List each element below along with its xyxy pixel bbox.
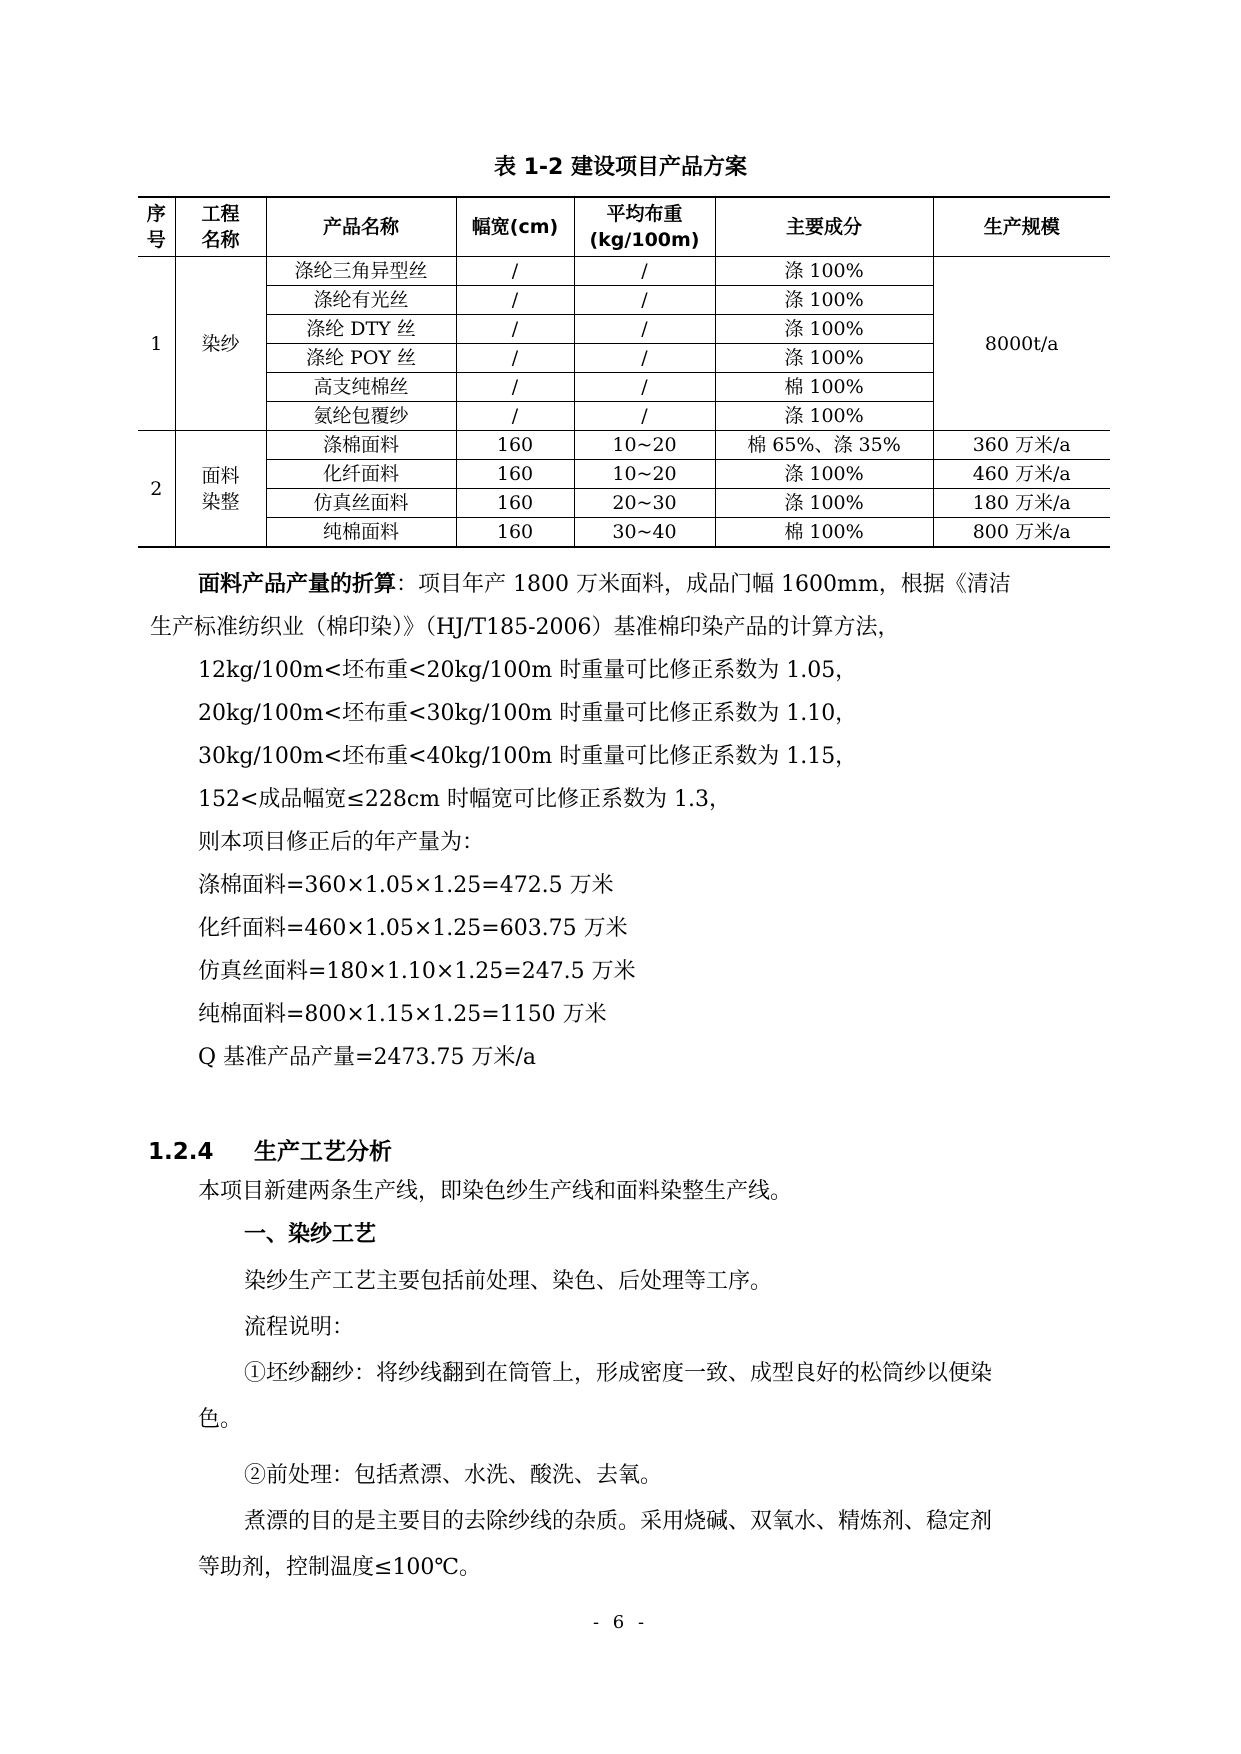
calc-paragraph-line2: 生产标准纺织业（棉印染）》（HJ/T185-2006）基准棉印染产品的计算方法， [150, 615, 900, 640]
table-row [138, 460, 1110, 489]
cell-width: / [456, 286, 574, 315]
paragraph-line: 等助剂，控制温度≤100℃。 [198, 1555, 482, 1580]
cell-weight: 30~40 [574, 518, 715, 548]
cell-scale: 360 万米/a [933, 431, 1110, 460]
paragraph-line: 煮漂的目的是主要目的去除纱线的杂质。采用烧碱、双氧水、精炼剂、稳定剂 [244, 1509, 993, 1534]
cell-weight: / [574, 344, 715, 373]
cell-project: 面料 染整 [175, 431, 266, 548]
table-row [138, 489, 1110, 518]
cell-product: 涤纶 DTY 丝 [266, 315, 456, 344]
header-composition: 主要成分 [715, 197, 933, 257]
cell-composition: 涤 100% [715, 257, 933, 286]
cell-composition: 涤 100% [715, 315, 933, 344]
cell-weight: 10~20 [574, 460, 715, 489]
cell-composition: 棉 100% [715, 518, 933, 548]
cell-product: 涤纶 POY 丝 [266, 344, 456, 373]
cell-scale: 8000t/a [933, 257, 1110, 431]
cell-weight: / [574, 402, 715, 431]
cell-width: 160 [456, 460, 574, 489]
calc-title: 面料产品产量的折算 [198, 572, 397, 597]
table-row [138, 257, 1110, 286]
cell-seq: 1 [138, 257, 175, 431]
table-row [138, 518, 1110, 548]
calc-line: 纯棉面料=800×1.15×1.25=1150 万米 [198, 1002, 607, 1027]
product-table [138, 196, 1110, 548]
header-width: 幅宽(cm) [456, 197, 574, 257]
paragraph: 染纱生产工艺主要包括前处理、染色、后处理等工序。 [244, 1269, 773, 1294]
group-dyed-yarn [138, 257, 1110, 431]
table-caption: 表 1-2 建设项目产品方案 [493, 155, 748, 180]
cell-width: / [456, 315, 574, 344]
cell-seq: 2 [138, 431, 175, 548]
cell-product: 涤纶三角异型丝 [266, 257, 456, 286]
cell-composition: 涤 100% [715, 460, 933, 489]
cell-width: / [456, 373, 574, 402]
calc-line: 30kg/100m<坯布重<40kg/100m 时重量可比修正系数为 1.15， [198, 744, 858, 769]
cell-composition: 涤 100% [715, 286, 933, 315]
sub-heading: 一、染纱工艺 [244, 1222, 377, 1247]
cell-weight: / [574, 257, 715, 286]
calc-line: 12kg/100m<坯布重<20kg/100m 时重量可比修正系数为 1.05， [198, 658, 858, 683]
cell-width: / [456, 344, 574, 373]
cell-scale: 180 万米/a [933, 489, 1110, 518]
cell-weight: 10~20 [574, 431, 715, 460]
cell-width: / [456, 402, 574, 431]
cell-product: 涤纶有光丝 [266, 286, 456, 315]
calc-line: 20kg/100m<坯布重<30kg/100m 时重量可比修正系数为 1.10， [198, 701, 858, 726]
cell-product: 仿真丝面料 [266, 489, 456, 518]
paragraph-line: 色。 [198, 1407, 243, 1432]
cell-composition: 涤 100% [715, 489, 933, 518]
cell-width: / [456, 257, 574, 286]
cell-scale: 460 万米/a [933, 460, 1110, 489]
paragraph: ②前处理：包括煮漂、水洗、酸洗、去氧。 [244, 1463, 663, 1488]
cell-weight: 20~30 [574, 489, 715, 518]
cell-weight: / [574, 286, 715, 315]
section-title: 生产工艺分析 [254, 1139, 392, 1165]
header-product: 产品名称 [266, 197, 456, 257]
cell-product: 高支纯棉丝 [266, 373, 456, 402]
cell-product: 氨纶包覆纱 [266, 402, 456, 431]
calc-line: 仿真丝面料=180×1.10×1.25=247.5 万米 [198, 959, 636, 984]
cell-composition: 涤 100% [715, 402, 933, 431]
cell-width: 160 [456, 489, 574, 518]
header-scale: 生产规模 [933, 197, 1110, 257]
cell-product: 纯棉面料 [266, 518, 456, 548]
section-heading [148, 1133, 392, 1166]
cell-width: 160 [456, 431, 574, 460]
cell-product: 化纤面料 [266, 460, 456, 489]
calc-text: ：项目年产 1800 万米面料，成品门幅 1600mm，根据《清洁 [396, 572, 1011, 597]
paragraph: 流程说明： [244, 1315, 355, 1340]
cell-weight: / [574, 315, 715, 344]
calc-line: Q 基准产品产量=2473.75 万米/a [198, 1045, 536, 1070]
calc-line: 152<成品幅宽≤228cm 时幅宽可比修正系数为 1.3， [198, 787, 732, 812]
cell-composition: 涤 100% [715, 344, 933, 373]
page-number: - 6 - [592, 1612, 649, 1633]
section-number: 1.2.4 [148, 1139, 214, 1165]
calc-line: 则本项目修正后的年产量为： [198, 830, 485, 855]
table-row [138, 431, 1110, 460]
paragraph-line: ①坯纱翻纱：将纱线翻到在筒管上，形成密度一致、成型良好的松筒纱以便染 [244, 1361, 993, 1386]
cell-product: 涤棉面料 [266, 431, 456, 460]
calc-line: 化纤面料=460×1.05×1.25=603.75 万米 [198, 916, 628, 941]
header-project: 工程 名称 [175, 197, 266, 257]
section-intro: 本项目新建两条生产线，即染色纱生产线和面料染整生产线。 [198, 1179, 793, 1204]
group-fabric-finishing [138, 431, 1110, 548]
header-weight: 平均布重 (kg/100m) [574, 197, 715, 257]
cell-scale: 800 万米/a [933, 518, 1110, 548]
cell-width: 160 [456, 518, 574, 548]
calc-paragraph-line1 [198, 570, 1011, 600]
cell-composition: 棉 100% [715, 373, 933, 402]
calc-line: 涤棉面料=360×1.05×1.25=472.5 万米 [198, 873, 614, 898]
header-seq: 序 号 [138, 197, 175, 257]
table-header-row [138, 197, 1110, 257]
cell-project: 染纱 [175, 257, 266, 431]
cell-composition: 棉 65%、涤 35% [715, 431, 933, 460]
cell-weight: / [574, 373, 715, 402]
